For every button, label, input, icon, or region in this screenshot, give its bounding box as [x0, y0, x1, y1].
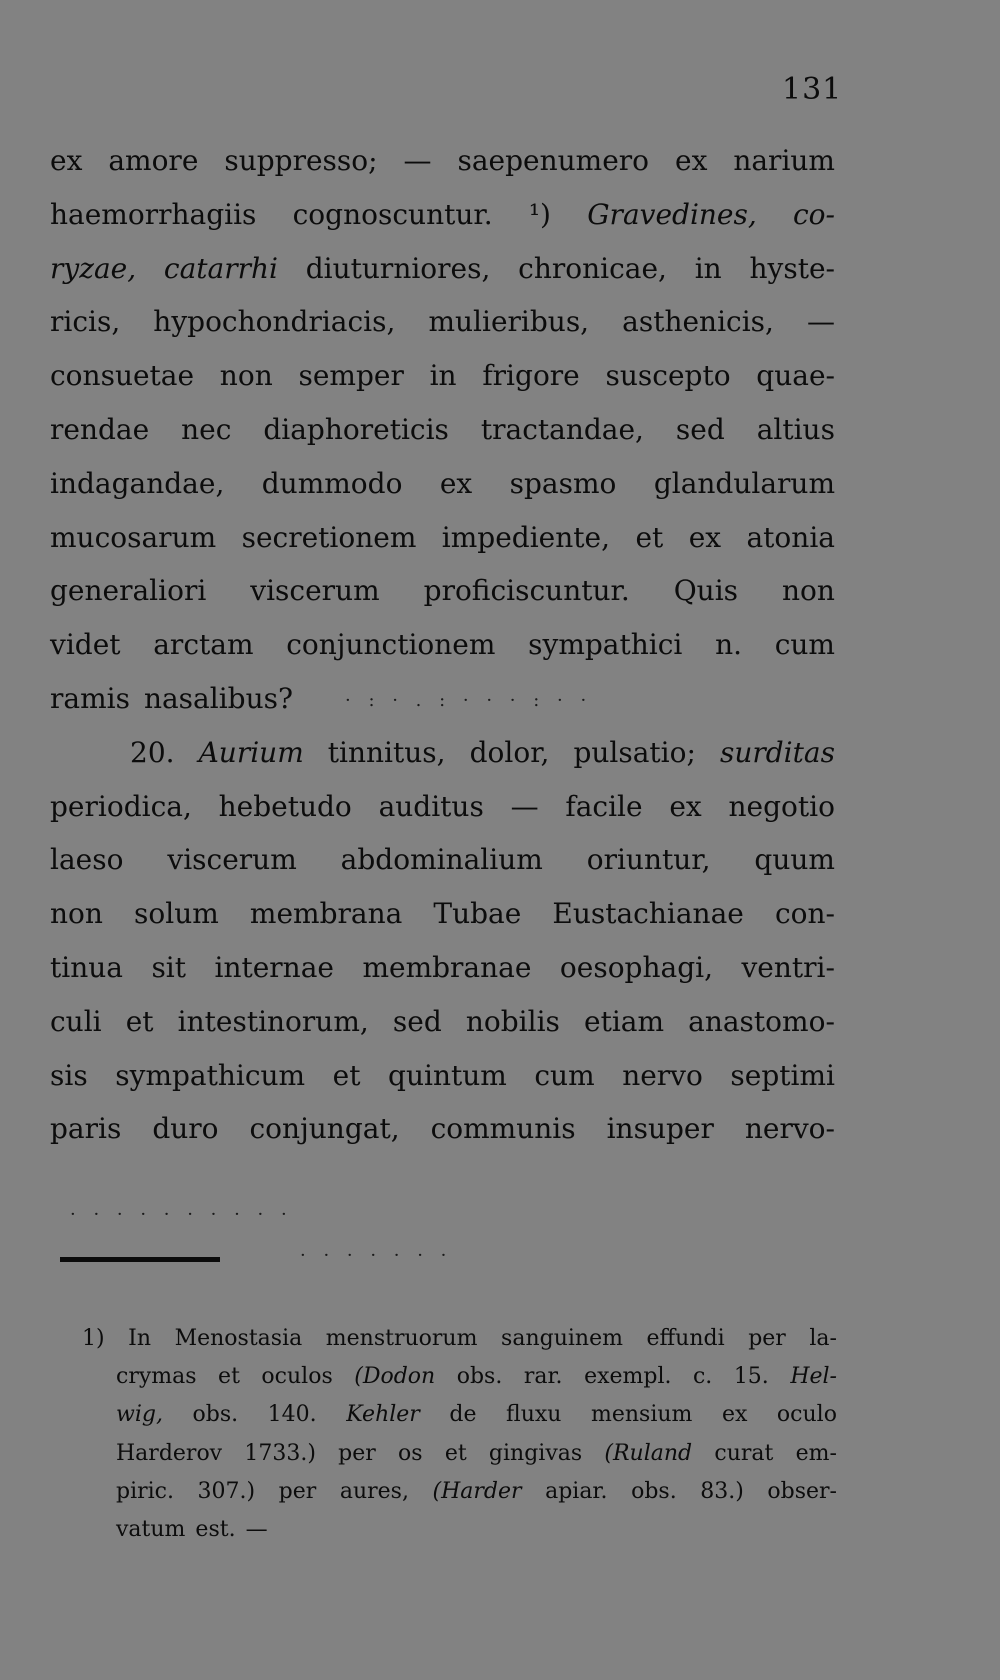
- footnote-line: crymas et oculos (Dodon obs. rar. exempl. c. 15. Hel-: [116, 1364, 837, 1390]
- scan-noise: · : · . : · · · : · ·: [345, 690, 593, 711]
- scan-noise: · · · · · · · · · ·: [70, 1204, 293, 1225]
- text-line: tinua sit internae membranae oesophagi, ventri-: [50, 950, 835, 984]
- footnote-separator-rule: [60, 1257, 220, 1262]
- text-line: laeso viscerum abdominalium oriuntur, quum: [50, 843, 835, 877]
- footnote-line: Harderov 1733.) per os et gingivas (Ruland curat em-: [116, 1440, 837, 1466]
- text-line: indagandae, dummodo ex spasmo glandularum: [50, 466, 835, 500]
- text-line: ricis, hypochondriacis, mulieribus, asthenicis, —: [50, 305, 835, 339]
- text-line: ryzae, catarrhi diuturniores, chronicae, in hyste-: [50, 251, 835, 285]
- main-text-block: [50, 134, 835, 1156]
- text-line: paris duro conjungat, communis insuper nervo-: [50, 1112, 835, 1146]
- text-line: periodica, hebetudo auditus — facile ex negotio: [50, 789, 835, 823]
- footnote-line: vatum est. —: [116, 1516, 268, 1542]
- text-line: 20. Aurium tinnitus, dolor, pulsatio; surditas: [130, 735, 835, 769]
- footnote-line: wig, obs. 140. Kehler de fluxu mensium ex oculo: [116, 1402, 837, 1428]
- text-line: ramis nasalibus?: [50, 681, 293, 715]
- text-line: sis sympathicum et quintum cum nervo septimi: [50, 1058, 835, 1092]
- text-line: rendae nec diaphoreticis tractandae, sed altius: [50, 412, 835, 446]
- footnotes-block: [82, 1320, 837, 1549]
- text-line: haemorrhagiis cognoscuntur. ¹) Gravedines, co-: [50, 197, 835, 231]
- footnote-line: 1) In Menostasia menstruorum sanguinem effundi per la-: [82, 1326, 837, 1351]
- text-line: culi et intestinorum, sed nobilis etiam anastomo-: [50, 1004, 835, 1038]
- footnote-line: piric. 307.) per aures, (Harder apiar. obs. 83.) obser-: [116, 1478, 837, 1504]
- text-line: generaliori viscerum proficiscuntur. Quis non: [50, 574, 835, 608]
- page-number: 131: [782, 72, 843, 107]
- text-line: videt arctam conjunctionem sympathici n. cum: [50, 628, 835, 662]
- text-line: ex amore suppresso; — saepenumero ex narium: [50, 144, 835, 177]
- text-line: non solum membrana Tubae Eustachianae con-: [50, 897, 835, 931]
- text-line: mucosarum secretionem impediente, et ex atonia: [50, 520, 835, 554]
- text-line: consuetae non semper in frigore suscepto quae-: [50, 359, 835, 393]
- scan-noise: · · · · · · ·: [300, 1245, 453, 1266]
